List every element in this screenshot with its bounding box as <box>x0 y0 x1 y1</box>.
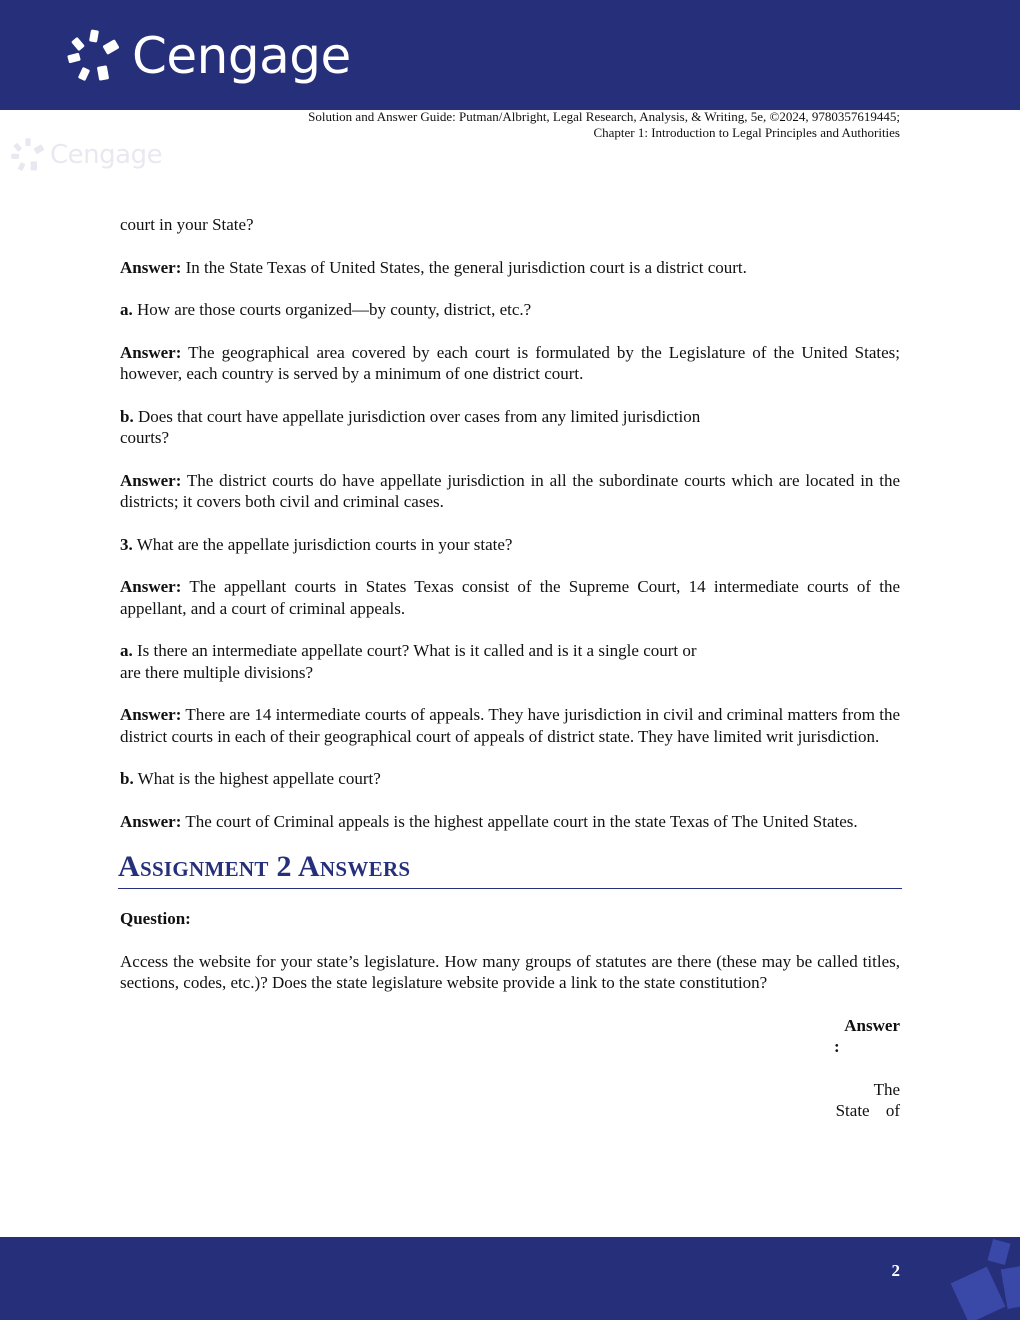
answer-text: In the State Texas of United States, the general jurisdiction court is a district court. <box>181 257 747 277</box>
answer-paragraph <box>120 470 900 513</box>
page-content <box>120 214 900 1122</box>
running-head-line-2: Chapter 1: Introduction to Legal Principles and Authorities <box>593 125 900 140</box>
answer-text: The geographical area covered by each court is formulated by the Legislature of the United States; however, each country is served by a minimum of one district court. <box>120 342 900 383</box>
question-b <box>120 768 900 790</box>
question-b <box>120 406 900 449</box>
answer-text: The appellant courts in States Texas consist of the Supreme Court, 14 intermediate courts of the appellant, and a court of criminal appeals. <box>120 577 900 618</box>
answer-label: Answer: <box>120 470 182 490</box>
page-number: 2 <box>891 1261 900 1280</box>
answer-label: Answer: <box>120 705 182 724</box>
question-text: Access the website for your state’s legislature. How many groups of statutes are there (these may be called titles, sections, codes, etc.)? Does the state legislature website provide a link to the state constitution? <box>120 951 900 992</box>
brand-name: Cengage <box>132 27 351 85</box>
corner-mark-icon <box>950 1237 1020 1320</box>
running-head <box>200 109 900 141</box>
answer-label: Answer: <box>120 577 182 596</box>
paragraph-1 <box>120 214 900 236</box>
answer-text: The district courts do have appellate jurisdiction in all the subordinate courts which are located in the districts; it covers both civil and criminal cases. <box>120 470 900 511</box>
question-label: a. <box>120 641 133 660</box>
answer-paragraph <box>120 811 900 833</box>
running-head-line-1: Solution and Answer Guide: Putman/Albright, Legal Research, Analysis, & Writing, 5e, ©2024, 9780357619445; <box>308 109 900 124</box>
cengage-mark-icon <box>66 28 122 84</box>
answer-paragraph <box>120 257 900 279</box>
question-text: What is the highest appellate court? <box>133 769 381 788</box>
cengage-logo <box>66 28 351 84</box>
answer-label: Answer: <box>120 342 182 362</box>
question-label: Question: <box>120 909 191 928</box>
answer-text-block <box>834 1079 900 1122</box>
question-text-line-2: are there multiple divisions? <box>120 662 314 682</box>
answer-label: Answer <box>844 1015 900 1035</box>
question-label: b. <box>120 406 134 426</box>
watermark-mark-icon <box>10 137 46 173</box>
question-label: a. <box>120 300 133 319</box>
question-text: Does that court have appellate jurisdiction over cases from any limited jurisdiction <box>133 406 701 426</box>
question-text: What are the appellate jurisdiction courts in your state? <box>132 534 513 554</box>
answer-paragraph <box>120 704 900 747</box>
watermark-logo <box>10 136 162 174</box>
question-text-paragraph <box>120 951 900 994</box>
answer-text: The court of Criminal appeals is the highest appellate court in the state Texas of The United States. <box>181 811 858 831</box>
question-3 <box>120 534 900 556</box>
question-text: Is there an intermediate appellate court? What is it called and is it a single court or <box>132 641 697 660</box>
answer-label: Answer: <box>120 811 182 831</box>
assignment-heading: Assignment 2 Answers <box>118 848 902 889</box>
answer-text: The <box>873 1079 900 1099</box>
header-band <box>0 0 1020 110</box>
answer-paragraph <box>120 576 900 619</box>
footer-band <box>0 1237 1020 1320</box>
answer-text: There are 14 intermediate courts of appeals. They have jurisdiction in civil and criminal matters from the district courts in each of their geographical court of appeals of district state. They have limited writ jurisdiction. <box>120 705 900 746</box>
answer-paragraph <box>120 342 900 385</box>
watermark-brand-name: Cengage <box>50 140 163 170</box>
answer-label-colon: : <box>834 1037 840 1056</box>
question-text: How are those courts organized—by county, district, etc.? <box>132 300 532 319</box>
question-label: b. <box>120 769 134 788</box>
question-a <box>120 640 900 683</box>
question-label-paragraph <box>120 908 900 930</box>
paragraph-text: court in your State? <box>120 215 254 234</box>
answer-text-line-2: State of <box>835 1101 900 1120</box>
answer-label: Answer: <box>120 257 182 277</box>
answer-label-block <box>834 1015 900 1058</box>
question-label: 3. <box>120 534 133 554</box>
question-text-line-2: courts? <box>120 428 170 447</box>
question-a <box>120 299 900 321</box>
